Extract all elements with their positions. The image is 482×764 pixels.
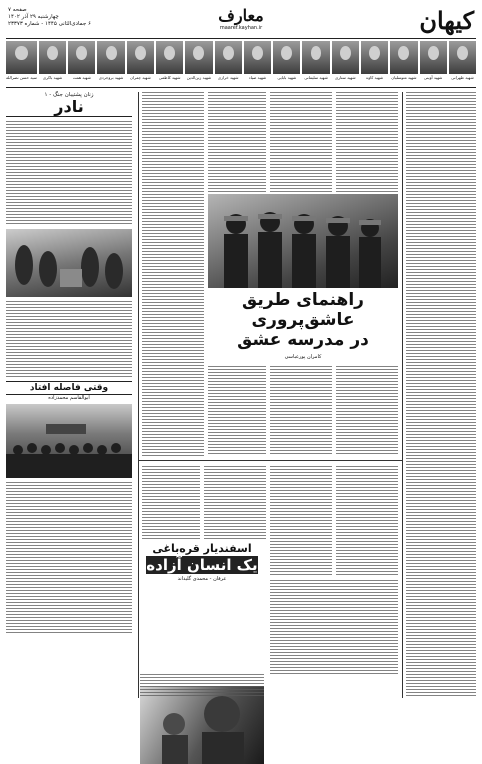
portrait-photo bbox=[127, 41, 154, 74]
portrait-photo bbox=[420, 41, 447, 74]
portrait bbox=[215, 41, 242, 85]
portrait-photo bbox=[185, 41, 212, 74]
left-column bbox=[6, 92, 132, 634]
profile-headline-line-1: اسفندیار قره‌باغی bbox=[152, 542, 252, 555]
portrait-photo bbox=[390, 41, 417, 74]
portrait bbox=[39, 41, 66, 85]
portrait-caption: شهید کاظمی bbox=[158, 75, 181, 80]
article-column bbox=[6, 301, 132, 377]
profile-headline-block bbox=[140, 542, 264, 590]
portrait-photo bbox=[332, 41, 359, 74]
portrait bbox=[332, 41, 359, 85]
left-bottom-title: وقتی فاصله افتاد bbox=[6, 381, 132, 395]
gathering-silhouette bbox=[6, 229, 132, 297]
left-bottom-byline: ابوالقاسم محمدزاده bbox=[48, 395, 90, 401]
section-url: maaref.kayhan.ir bbox=[219, 25, 263, 31]
portrait-photo bbox=[449, 41, 476, 74]
portrait-caption: شهید کاوه bbox=[366, 75, 384, 80]
article-column bbox=[336, 92, 398, 192]
portrait bbox=[449, 41, 476, 85]
article-column bbox=[270, 466, 332, 576]
portrait bbox=[302, 41, 329, 85]
profile-headline-line-2: یک انسان آزاده bbox=[146, 556, 258, 574]
portrait-caption: شهید همت bbox=[72, 75, 91, 80]
main-byline: کامران پورعباسی bbox=[284, 354, 322, 360]
portrait-caption: شهید بابایی bbox=[277, 75, 297, 80]
portrait-caption: شهید صیاد bbox=[248, 75, 267, 80]
date-persian: چهارشنبه ۲۹ آذر ۱۴۰۲ bbox=[8, 14, 59, 20]
portrait bbox=[127, 41, 154, 85]
portrait-photo bbox=[39, 41, 66, 74]
article-column-right bbox=[406, 92, 476, 698]
portrait bbox=[68, 41, 95, 85]
masthead bbox=[6, 4, 476, 39]
article-column bbox=[270, 580, 398, 676]
article-column bbox=[142, 466, 200, 540]
left-top-title: نادر bbox=[6, 98, 132, 117]
article-column bbox=[336, 366, 398, 456]
portrait-photo bbox=[215, 41, 242, 74]
portrait bbox=[273, 41, 300, 85]
column-divider bbox=[138, 92, 139, 698]
portrait-caption: شهید چمران bbox=[129, 75, 151, 80]
procession-silhouette bbox=[6, 404, 132, 478]
portrait-photo bbox=[244, 41, 271, 74]
portrait-caption: شهید باکری bbox=[42, 75, 63, 80]
portrait-caption: شهید ستاری bbox=[335, 75, 356, 80]
portrait bbox=[244, 41, 271, 85]
portrait bbox=[361, 41, 388, 85]
portrait-caption: سید حسن نصرالله bbox=[6, 75, 37, 80]
portrait bbox=[185, 41, 212, 85]
main-headline-block bbox=[208, 290, 398, 362]
article-column bbox=[270, 366, 332, 456]
portrait bbox=[6, 41, 37, 85]
article-column bbox=[208, 366, 266, 456]
section-divider bbox=[138, 460, 402, 461]
portrait bbox=[390, 41, 417, 85]
article-column bbox=[142, 92, 204, 456]
main-headline-line-2: در مدرسه عشق bbox=[237, 330, 369, 350]
column-divider bbox=[402, 92, 403, 698]
date-block bbox=[8, 7, 91, 28]
portrait-photo bbox=[156, 41, 183, 74]
soldiers-photo bbox=[208, 194, 398, 288]
article-column bbox=[6, 482, 132, 634]
portrait bbox=[97, 41, 124, 85]
portrait-photo bbox=[361, 41, 388, 74]
page-body bbox=[6, 88, 476, 700]
article-column bbox=[208, 92, 266, 192]
article-column bbox=[140, 674, 264, 698]
article-column bbox=[336, 466, 398, 576]
portrait-photo bbox=[68, 41, 95, 74]
portrait-caption: شهید زین‌الدین bbox=[186, 75, 212, 80]
article-column bbox=[6, 121, 132, 225]
portrait bbox=[420, 41, 447, 85]
section-brand bbox=[218, 6, 263, 31]
portrait-caption: شهید سلیمانی bbox=[304, 75, 328, 80]
portrait-caption: شهید طهرانی bbox=[451, 75, 474, 80]
portrait-photo bbox=[6, 41, 37, 74]
portrait-caption: شهید بروجردی bbox=[98, 75, 124, 80]
article-column bbox=[204, 466, 266, 540]
article-column bbox=[270, 92, 332, 192]
portrait-photo bbox=[97, 41, 124, 74]
profile-byline: عرفان - محمدی گلیداند bbox=[177, 576, 227, 582]
portrait-photo bbox=[302, 41, 329, 74]
portrait-caption: شهید متوسلیان bbox=[391, 75, 417, 80]
date-hijri: ۶ جمادی‌الثانی ۱۴۴۵ - شماره ۲۳۳۷۳ bbox=[8, 21, 91, 27]
portrait-caption: شهید آوینی bbox=[423, 75, 443, 80]
newspaper-logo: کیهان bbox=[419, 6, 474, 35]
portrait-caption: شهید خرازی bbox=[217, 75, 239, 80]
portrait bbox=[156, 41, 183, 85]
portrait-photo bbox=[273, 41, 300, 74]
page-number: صفحه ۷ bbox=[8, 7, 27, 13]
women-gathering-photo bbox=[6, 229, 132, 297]
soldiers-silhouette bbox=[208, 194, 398, 288]
section-brand-mark: معارف bbox=[218, 6, 264, 25]
funeral-procession-photo bbox=[6, 404, 132, 478]
main-headline-line-1: راهنمای طریق عاشق‌پروری bbox=[242, 290, 364, 330]
left-top-kicker: زنان پشتیبان جنگ - ۱ bbox=[44, 92, 94, 98]
martyrs-portrait-strip bbox=[6, 41, 476, 88]
